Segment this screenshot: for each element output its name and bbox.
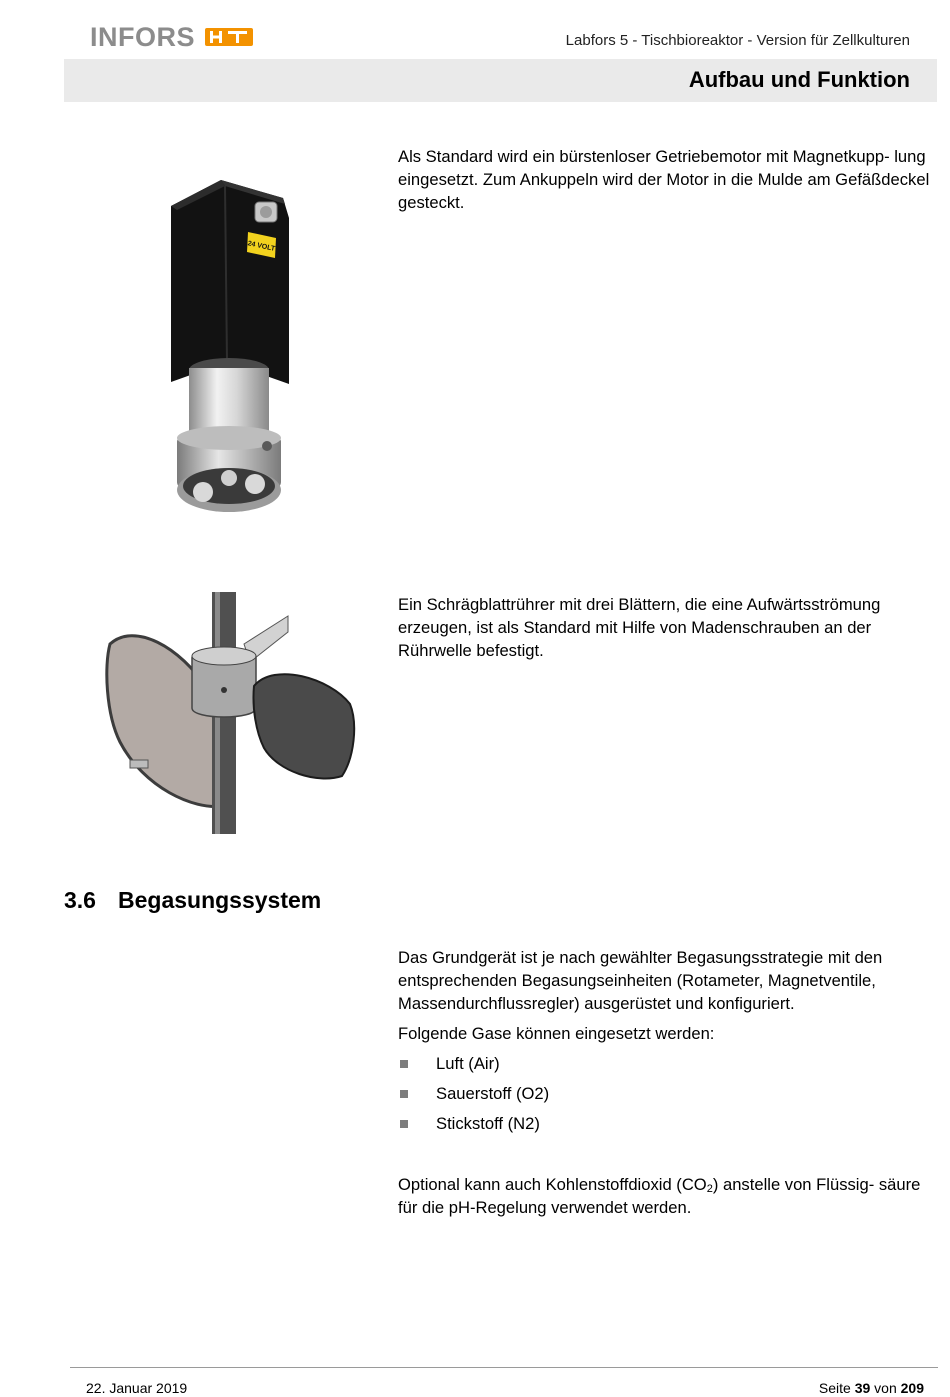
square-bullet-icon (400, 1060, 408, 1068)
impeller-description: Ein Schrägblattrührer mit drei Blättern, die eine Aufwärtsströmung erzeugen, ist als Standard mit Hilfe von Madenschrauben an der Rührwelle befestigt. (398, 595, 881, 660)
logo-text: INFORS (90, 22, 196, 52)
infors-ht-logo (90, 22, 253, 52)
footer-date: 22. Januar 2019 (86, 1380, 188, 1396)
section-number: 3.6 (64, 887, 96, 913)
list-item: Stickstoff (N2) (398, 1112, 938, 1142)
gas-list (398, 1052, 938, 1142)
chapter-band (64, 59, 937, 102)
pitched-blade-impeller-image (104, 592, 359, 836)
ht-logo-icon (205, 25, 253, 49)
list-item: Luft (Air) (398, 1052, 938, 1082)
footer-rule (70, 1367, 938, 1368)
document-title: Labfors 5 - Tischbioreaktor - Version für Zellkulturen (565, 32, 910, 49)
list-item: Sauerstoff (O2) (398, 1082, 938, 1112)
chapter-title: Aufbau und Funktion (688, 67, 910, 92)
co2-note: Optional kann auch Kohlenstoffdioxid $(CO_2)$ anstelle von Flüssig- säure für die pH-Regelung verwendet werden. (398, 1175, 921, 1217)
square-bullet-icon (400, 1090, 408, 1098)
gassing-intro: Das Grundgerät ist je nach gewählter Begasungsstrategie mit den entsprechenden Begasungseinheiten (Rotameter, Magnetventile, Massendurchflussregler) ausgerüstet und konfiguriert. (398, 948, 883, 1013)
gases-lead: Folgende Gase können eingesetzt werden: (398, 1024, 715, 1043)
square-bullet-icon (400, 1120, 408, 1128)
page-number: Seite 39 von 209 (818, 1380, 924, 1396)
section-title: Begasungssystem (118, 887, 322, 913)
geared-motor-image (165, 178, 290, 520)
section-heading (64, 887, 321, 914)
voltage-label: 24 VOLT (246, 240, 276, 253)
motor-description: Als Standard wird ein bürstenloser Getriebemotor mit Magnetkupp- lung eingesetzt. Zum Ankuppeln wird der Motor in die Mulde am Gefäßdeckel gesteckt. (398, 147, 930, 212)
